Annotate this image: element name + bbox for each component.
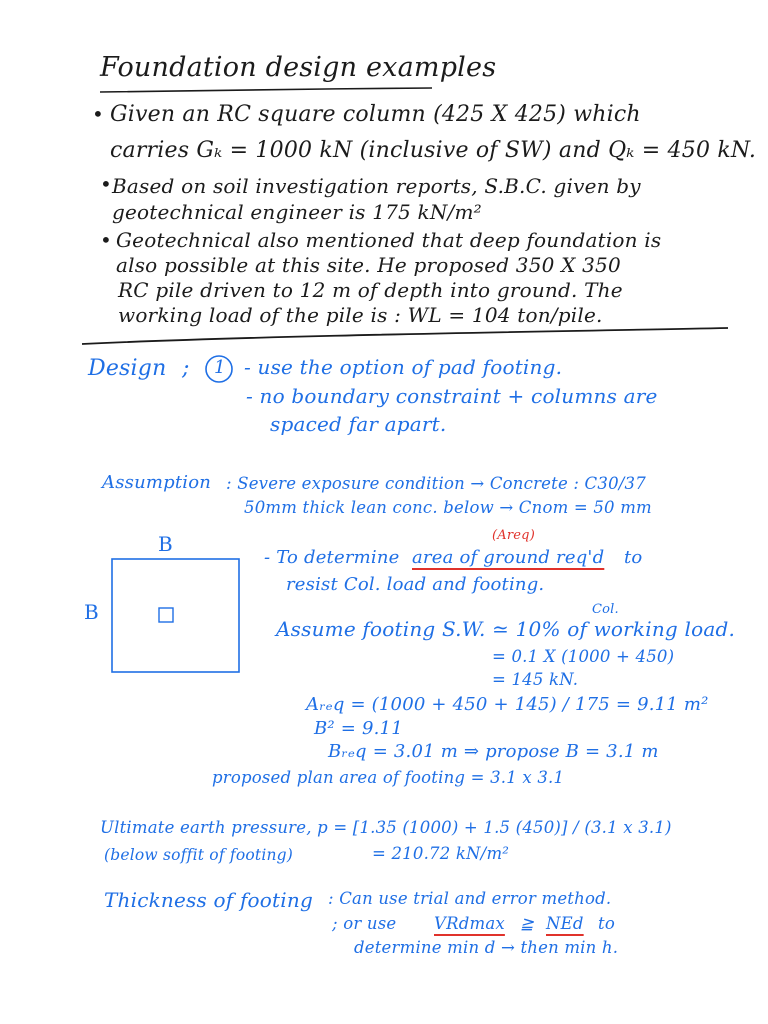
b2-line: B² = 9.11 xyxy=(314,718,403,739)
design-line-1: - use the option of pad footing. xyxy=(244,355,563,379)
given-line-5: Geotechnical also mentioned that deep foundation is xyxy=(116,228,662,252)
thickness-label: Thickness of footing xyxy=(104,888,313,912)
given-line-4: geotechnical engineer is 175 kN/m² xyxy=(112,200,482,224)
thickness-line-2-pre: ; or use xyxy=(332,914,397,933)
breq-line: Bᵣₑq = 3.01 m ⇒ propose B = 3.1 m xyxy=(328,741,659,762)
calc-line-1: = 0.1 X (1000 + 450) xyxy=(492,647,675,666)
column-square xyxy=(159,608,173,622)
assume-line: Assume footing S.W. ≃ 10% of working load. xyxy=(276,617,736,641)
given-line-8: working load of the pile is : WL = 104 ton/pile. xyxy=(118,303,603,327)
bullet-dot: • xyxy=(92,102,104,126)
given-line-1: Given an RC square column (425 X 425) which xyxy=(110,102,641,127)
pressure-line-2: (below soffit of footing) xyxy=(104,846,294,864)
thickness-line-1: : Can use trial and error method. xyxy=(328,889,612,908)
given-line-7: RC pile driven to 12 m of depth into ground. The xyxy=(118,278,623,302)
given-line-3: Based on soil investigation reports, S.B.C. given by xyxy=(112,174,641,198)
given-line-2: carries Gₖ = 1000 kN (inclusive of SW) and Qₖ = 450 kN. xyxy=(110,138,757,163)
sketch-side-label: B xyxy=(84,600,99,624)
area-line-2: resist Col. load and footing. xyxy=(286,574,545,595)
vrdmax-term: VRdmax xyxy=(434,914,505,933)
pressure-line-3: = 210.72 kN/m² xyxy=(372,844,510,863)
thickness-line-3: determine min d → then min h. xyxy=(354,938,619,957)
areq-line: Aᵣₑq = (1000 + 450 + 145) / 175 = 9.11 m² xyxy=(306,694,709,715)
pressure-line-1: Ultimate earth pressure, p = [1.35 (1000) + 1.5 (450)] / (3.1 x 3.1) xyxy=(100,818,672,837)
design-line-2: - no boundary constraint + columns are xyxy=(246,384,658,408)
areq-note: (Areq) xyxy=(492,528,535,543)
ned-term: NEd xyxy=(546,914,584,933)
assumption-line-1: : Severe exposure condition → Concrete : C30/37 xyxy=(226,474,646,493)
calc-line-2: = 145 kN. xyxy=(492,670,579,689)
area-line-1-underlined: area of ground req'd xyxy=(412,547,605,568)
page-title: Foundation design examples xyxy=(100,52,497,83)
col-note: Col. xyxy=(592,602,619,617)
plan-area-line: proposed plan area of footing = 3.1 x 3.1 xyxy=(212,768,565,787)
ge-symbol: ≧ xyxy=(520,914,535,933)
design-label: Design xyxy=(88,356,167,381)
assumption-label: Assumption xyxy=(102,472,212,493)
design-colon: ; xyxy=(182,356,190,381)
thickness-line-2-post: to xyxy=(598,914,615,933)
bullet-dot: • xyxy=(100,228,112,252)
given-line-6: also possible at this site. He proposed 350 X 350 xyxy=(116,253,621,277)
area-line-1-pre: - To determine xyxy=(264,547,400,568)
design-option-number: 1 xyxy=(214,357,226,378)
assumption-line-2: 50mm thick lean conc. below → Cnom = 50 mm xyxy=(244,498,652,517)
area-line-1-post: to xyxy=(624,547,643,568)
bullet-dot: • xyxy=(100,172,112,196)
sketch-top-label: B xyxy=(158,532,173,556)
design-line-3: spaced far apart. xyxy=(270,412,447,436)
